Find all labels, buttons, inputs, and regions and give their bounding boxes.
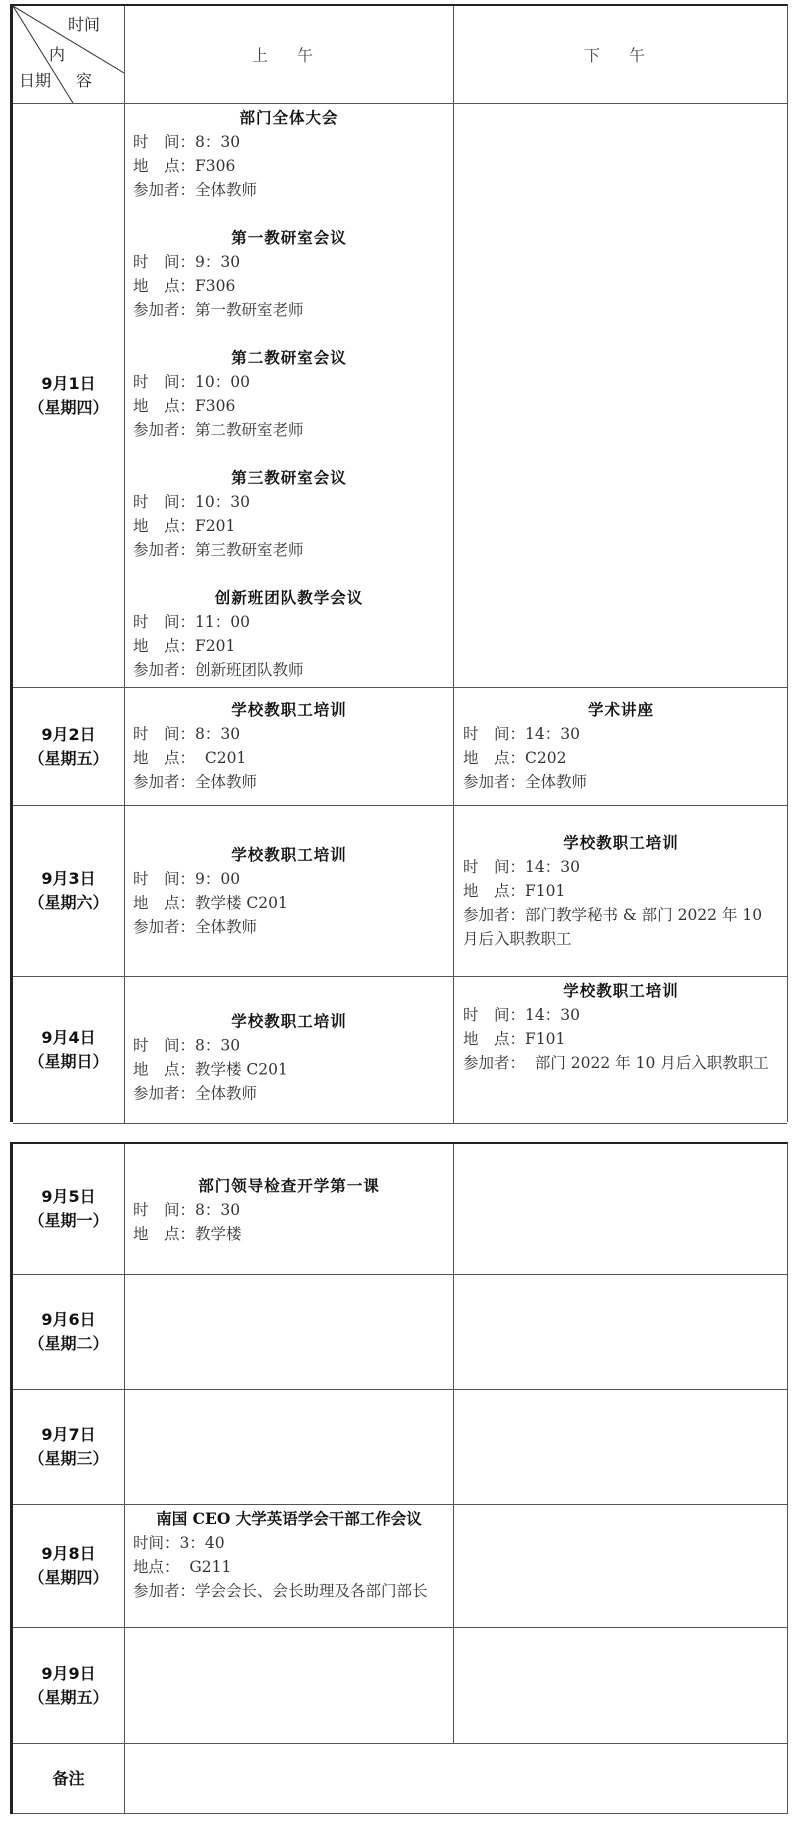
event-title: 学校教职工培训 (563, 833, 679, 852)
day-row-0902 (13, 688, 787, 806)
event-participants: 参加者：全体教师 (133, 773, 258, 791)
event (463, 831, 779, 951)
date-label: 9月8日 (41, 1544, 96, 1563)
event-place: 地 点：教学楼 C201 (133, 894, 288, 912)
header-row (13, 6, 787, 104)
date-cell (13, 806, 125, 976)
event-time: 时 间：8：30 (133, 1201, 241, 1219)
weekday-label: （星期日） (28, 1052, 109, 1071)
notes-label: 备注 (52, 1768, 85, 1788)
weekday-label: （星期四） (28, 397, 109, 417)
day-row-0903 (13, 806, 787, 977)
event-participants: 参加者：创新班团队教师 (133, 661, 304, 679)
afternoon-cell (454, 1628, 787, 1743)
date-label: 9月6日 (41, 1310, 96, 1329)
day-row-0909 (13, 1628, 787, 1744)
event-title: 第三教研室会议 (231, 468, 347, 487)
day-row-0901 (13, 104, 787, 688)
event-title: 学术讲座 (587, 700, 654, 719)
event-participants: 参加者：全体教师 (133, 918, 258, 936)
morning-cell (124, 1505, 454, 1627)
event-time: 时 间：8：30 (133, 725, 241, 743)
notes-row (13, 1744, 787, 1814)
event-participants: 参加者：第一教研室老师 (133, 301, 304, 319)
event-time: 时 间：8：30 (133, 133, 241, 151)
event-title: 第二教研室会议 (231, 348, 347, 367)
corner-date-label: 日期 (19, 71, 52, 90)
event-title: 部门领导检查开学第一课 (198, 1176, 380, 1195)
afternoon-cell (454, 1144, 787, 1274)
event-place: 地 点： C201 (133, 749, 247, 767)
morning-cell (124, 104, 454, 687)
day-row-0907 (13, 1390, 787, 1505)
event-time: 时 间：11：00 (133, 613, 250, 631)
day-row-0906 (13, 1275, 787, 1390)
event-title: 学校教职工培训 (231, 1011, 347, 1031)
event (133, 1174, 445, 1246)
schedule-table-page-2 (10, 1142, 788, 1814)
date-cell (13, 977, 125, 1123)
event-title: 学校教职工培训 (231, 845, 347, 864)
event-participants: 参加者：第二教研室老师 (133, 421, 304, 439)
event-title: 学校教职工培训 (231, 700, 347, 719)
morning-cell (124, 1390, 454, 1504)
event (133, 698, 445, 794)
weekday-label: （星期五） (28, 748, 109, 768)
event-place: 地 点：教学楼 C201 (133, 1060, 288, 1079)
morning-cell (124, 977, 454, 1123)
weekday-label: （星期六） (28, 893, 109, 912)
afternoon-cell (454, 977, 787, 1123)
event-time: 时 间：9：30 (133, 253, 241, 271)
event-participants: 参加者：全体教师 (133, 1084, 258, 1103)
date-cell (13, 1390, 125, 1504)
event-place: 地点： G211 (133, 1558, 232, 1576)
weekday-label: （星期四） (28, 1568, 109, 1587)
afternoon-cell (454, 1390, 787, 1504)
corner-content-label-2: 容 (76, 71, 93, 90)
header-corner-cell (13, 6, 125, 103)
date-cell (13, 1628, 125, 1743)
weekday-label: （星期五） (28, 1687, 109, 1707)
afternoon-cell (454, 104, 787, 687)
date-label: 9月4日 (41, 1028, 96, 1047)
event (463, 698, 779, 794)
event (133, 346, 445, 442)
weekday-label: （星期二） (28, 1334, 109, 1353)
event-time: 时 间：9：00 (133, 870, 241, 888)
afternoon-cell (454, 1505, 787, 1627)
day-row-0905 (13, 1144, 787, 1275)
event-time: 时 间：14：30 (463, 725, 580, 743)
event-participants: 参加者：学会会长、会长助理及各部门部长 (133, 1582, 428, 1600)
event-time: 时 间：14：30 (463, 858, 580, 876)
date-cell (13, 1505, 125, 1627)
date-label: 9月2日 (41, 724, 96, 744)
morning-cell (124, 806, 454, 976)
event-participants: 参加者：全体教师 (463, 773, 588, 791)
morning-cell (124, 1144, 454, 1274)
event-place: 地 点：F201 (133, 637, 236, 655)
morning-cell (124, 688, 454, 805)
event (133, 106, 445, 202)
date-label: 9月9日 (41, 1663, 96, 1683)
date-label: 9月3日 (41, 869, 96, 888)
event-title: 南国 CEO 大学英语学会干部工作会议 (156, 1509, 422, 1528)
afternoon-header: 下 午 (583, 46, 658, 65)
event-place: 地 点：F201 (133, 517, 236, 535)
date-label: 9月5日 (41, 1187, 96, 1206)
date-label: 9月7日 (41, 1425, 96, 1444)
weekday-label: （星期一） (28, 1211, 109, 1230)
event-participants: 参加者：第三教研室老师 (133, 541, 304, 559)
day-row-0908 (13, 1505, 787, 1628)
event-time: 时 间：10：00 (133, 373, 250, 391)
schedule-table-page-1 (10, 4, 788, 1122)
event (133, 586, 445, 682)
notes-content-cell (124, 1744, 787, 1813)
event-participants: 参加者： 部门 2022 年 10 月后入职教职工 (463, 1054, 769, 1072)
morning-cell (124, 1275, 454, 1389)
day-row-0904 (13, 977, 787, 1124)
date-cell (13, 688, 125, 805)
event-participants: 参加者：全体教师 (133, 181, 258, 199)
morning-cell (124, 1628, 454, 1743)
event (463, 979, 779, 1075)
date-label: 9月1日 (41, 373, 96, 393)
event (133, 843, 445, 939)
notes-label-cell (13, 1744, 125, 1813)
event (133, 1010, 445, 1106)
event-title: 第一教研室会议 (231, 228, 347, 247)
event-time: 时间：3：40 (133, 1534, 225, 1552)
event (133, 226, 445, 322)
event (133, 466, 445, 562)
event-place: 地 点：F306 (133, 157, 236, 175)
date-cell (13, 104, 125, 687)
event-time: 时 间：14：30 (463, 1006, 580, 1024)
event (133, 1507, 445, 1603)
event-title: 创新班团队教学会议 (214, 588, 364, 607)
event-place: 地 点：F101 (463, 1030, 566, 1048)
corner-time-label: 时间 (68, 15, 101, 34)
event-place: 地 点：F101 (463, 882, 566, 900)
morning-header: 上 午 (124, 6, 454, 103)
event-title: 部门全体大会 (239, 108, 339, 127)
afternoon-cell (454, 806, 787, 976)
event-participants: 参加者：部门教学秘书 & 部门 2022 年 10 月后入职教职工 (463, 906, 768, 948)
date-cell (13, 1144, 125, 1274)
afternoon-cell (454, 688, 787, 805)
event-place: 地 点：C202 (463, 749, 567, 767)
weekday-label: （星期三） (28, 1449, 109, 1468)
event-title: 学校教职工培训 (563, 981, 679, 1000)
event-place: 地 点：F306 (133, 397, 236, 415)
event-time: 时 间：10：30 (133, 493, 250, 511)
event-place: 地 点：F306 (133, 277, 236, 295)
corner-content-label-1: 内 (49, 45, 66, 64)
date-cell (13, 1275, 125, 1389)
event-place: 地 点：教学楼 (133, 1225, 242, 1243)
event-time: 时 间：8：30 (133, 1036, 241, 1055)
afternoon-cell (454, 1275, 787, 1389)
